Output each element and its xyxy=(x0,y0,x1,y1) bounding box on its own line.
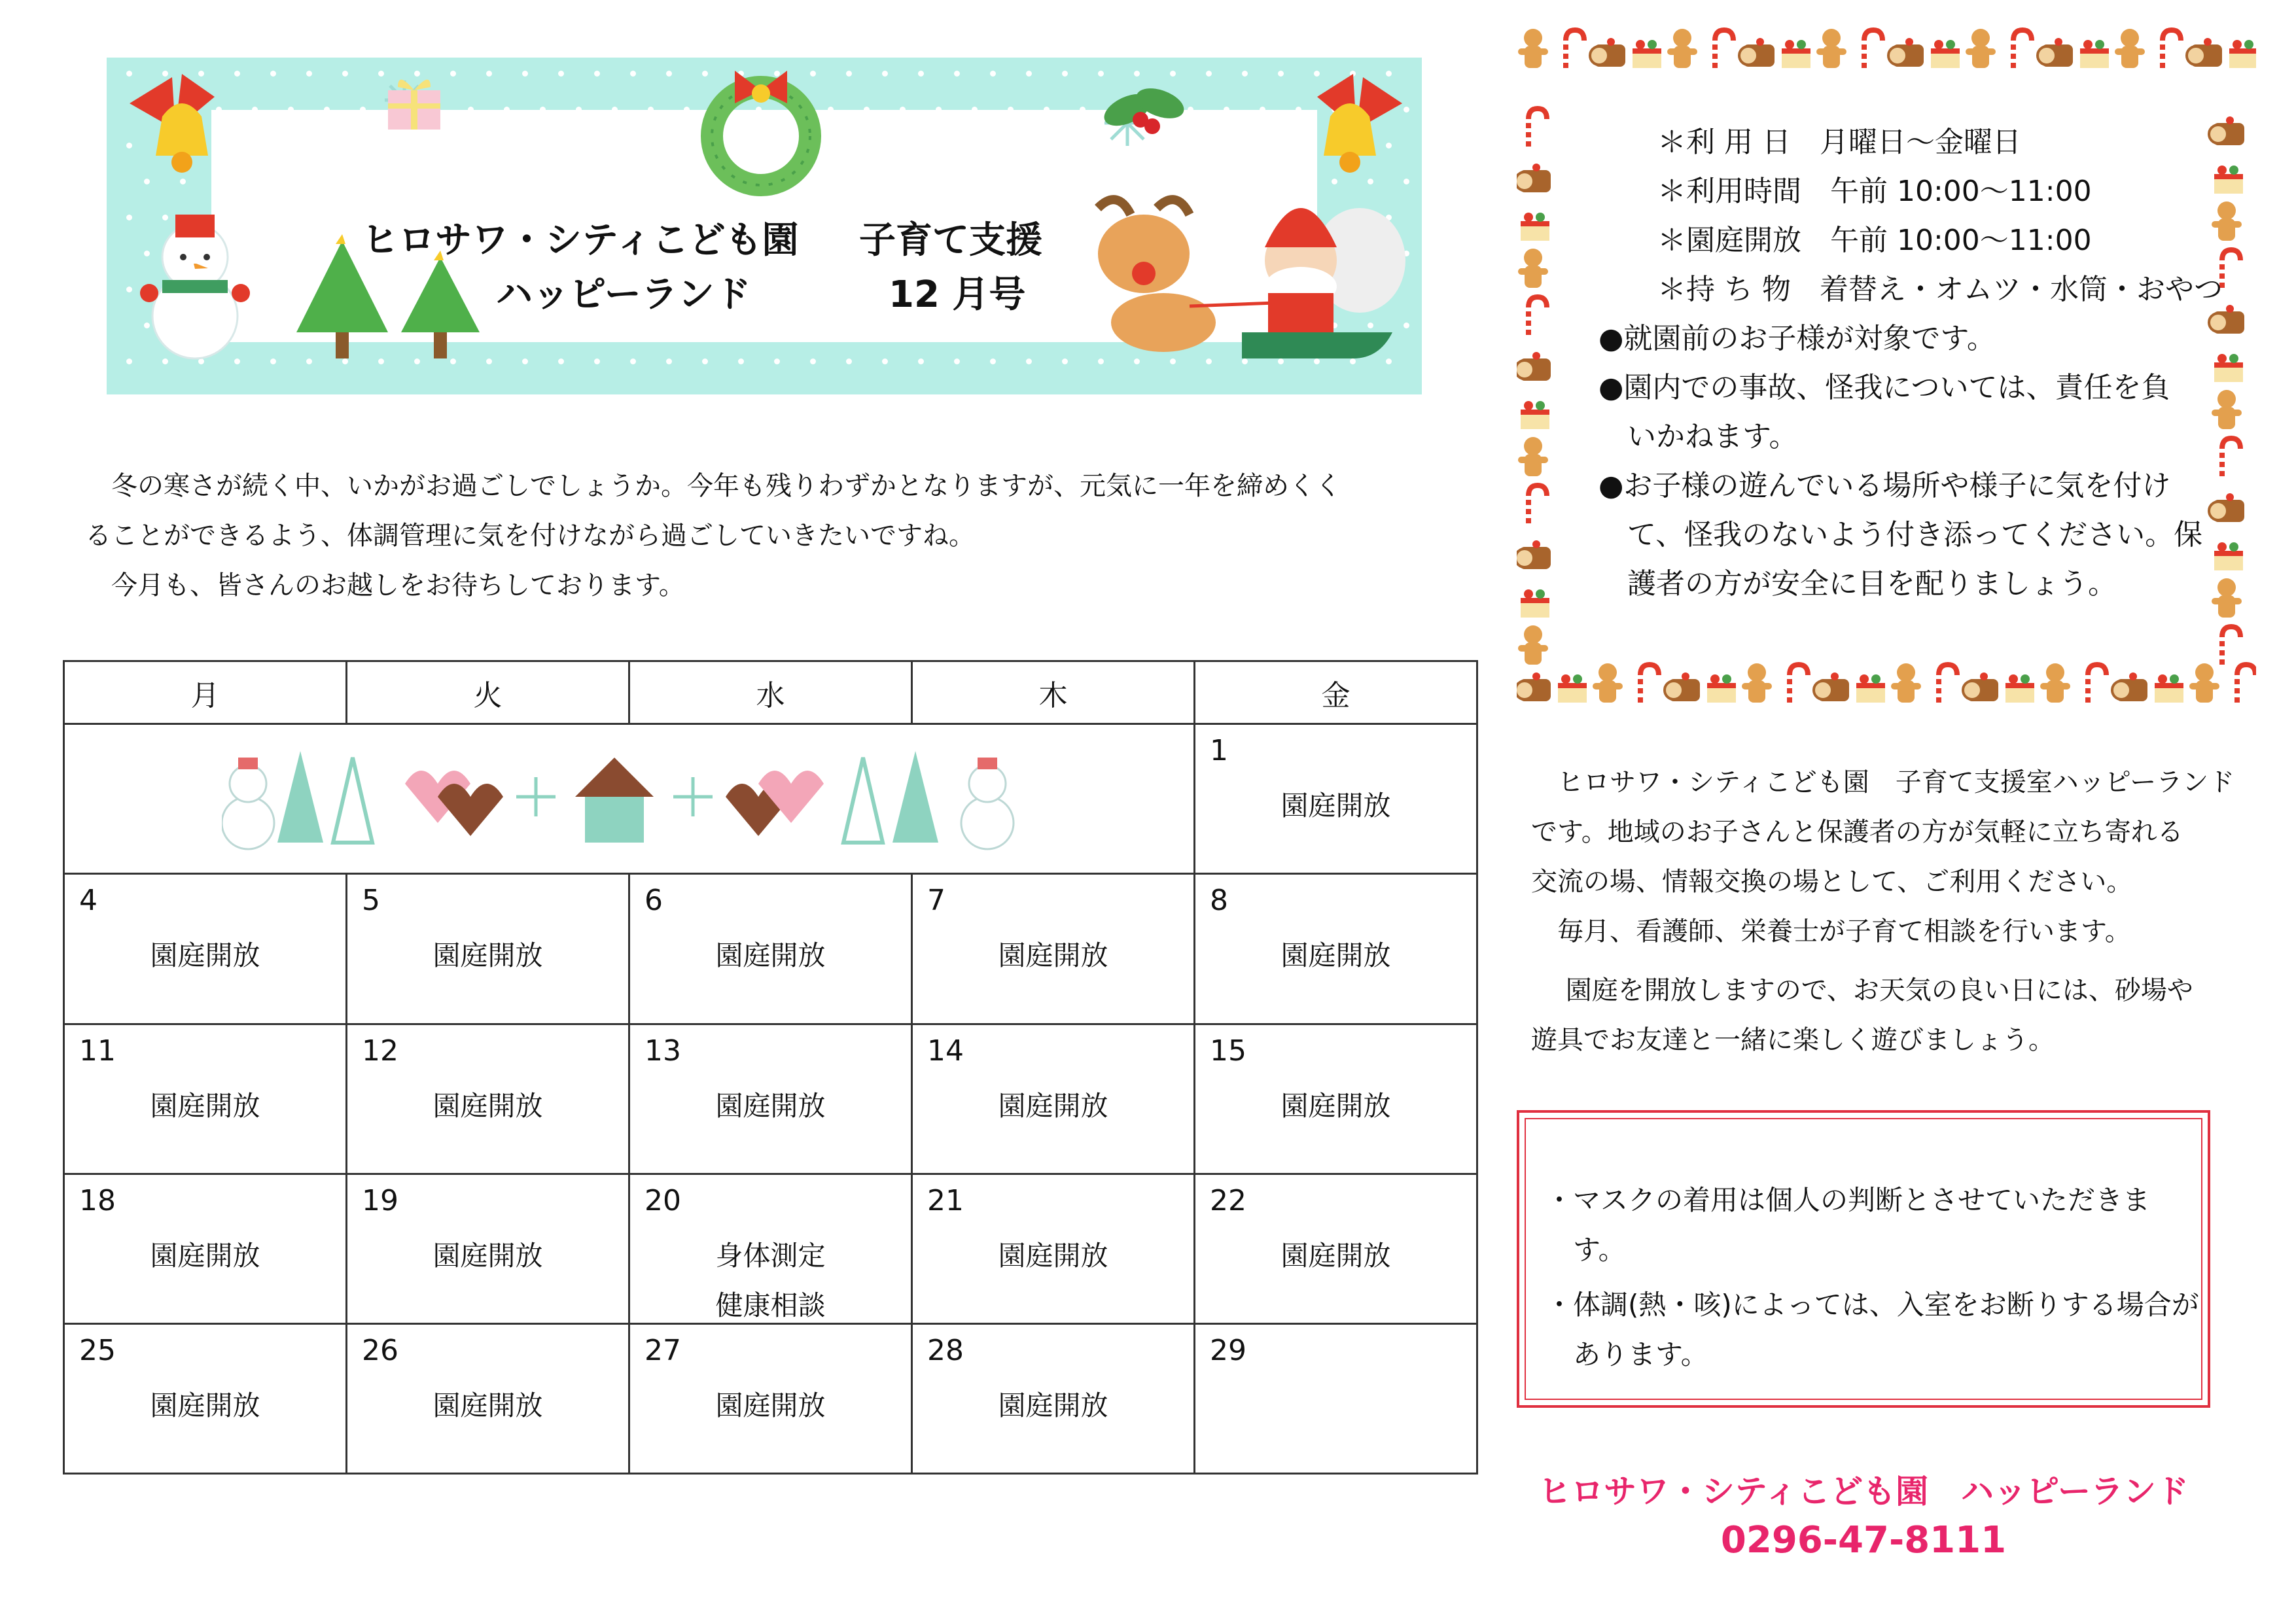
candy-cane-icon xyxy=(2088,665,2106,707)
banner-title-issue: 12 月号 xyxy=(889,273,1026,316)
day-events xyxy=(1195,931,1476,981)
intro-line-1: 冬の寒さが続く中、いかがお過ごしでしょうか。今年も残りわずかとなりますが、元気に一年を締めくく xyxy=(85,471,1341,501)
calendar-week-row xyxy=(64,874,1477,1024)
weekday-header: 水 xyxy=(629,661,912,724)
rule-line: ＊利 用 日 月曜日～金曜日 xyxy=(1657,126,2021,159)
strawberry-cake-icon xyxy=(1782,40,1810,68)
event-label: 園庭開放 xyxy=(150,1239,260,1272)
candy-cane-icon xyxy=(2013,30,2032,72)
calendar-table xyxy=(63,660,1478,1475)
candy-cane-icon xyxy=(1790,665,1808,707)
strawberry-cake-icon xyxy=(1931,40,1960,68)
day-number: 29 xyxy=(1210,1333,1246,1367)
strawberry-cake-icon xyxy=(2080,40,2109,68)
candy-cane-icon xyxy=(1939,665,1957,707)
rule-line: ●就園前のお子様が対象です。 xyxy=(1598,322,1996,355)
day-events xyxy=(913,1081,1193,1131)
snow-dot xyxy=(522,358,528,364)
event-label: 園庭開放 xyxy=(715,1389,826,1422)
snow-dot xyxy=(1026,71,1032,77)
roll-cake-icon xyxy=(1517,164,1551,192)
day-events xyxy=(913,931,1193,981)
weekday-header: 火 xyxy=(347,661,629,724)
event-label: 園庭開放 xyxy=(998,939,1108,972)
gingerbread-man-icon xyxy=(2212,390,2242,429)
day-number: 27 xyxy=(645,1333,681,1367)
day-number: 20 xyxy=(645,1183,681,1217)
roll-cake-icon xyxy=(2209,493,2244,522)
candy-cane-icon xyxy=(1528,297,1547,339)
notice-box xyxy=(1517,1110,2210,1408)
roll-cake-icon xyxy=(1665,672,1700,701)
snow-dot xyxy=(1062,71,1068,77)
candy-cane-icon xyxy=(1566,30,1584,72)
gingerbread-man-icon xyxy=(1816,29,1846,68)
snow-dot xyxy=(270,358,276,364)
snow-dot xyxy=(954,71,960,77)
event-label: 園庭開放 xyxy=(433,939,543,972)
gingerbread-man-icon xyxy=(1518,29,1548,68)
roll-cake-icon xyxy=(1517,540,1551,569)
strawberry-cake-icon xyxy=(1521,401,1549,429)
gingerbread-man-icon xyxy=(1966,29,1996,68)
day-number: 5 xyxy=(362,884,380,918)
snow-dot xyxy=(1188,107,1193,113)
day-cell xyxy=(912,1323,1195,1473)
candy-cane-icon xyxy=(1715,30,1733,72)
day-cell xyxy=(64,874,347,1024)
description-line: 遊具でお友達と一緒に楽しく遊びましょう。 xyxy=(1531,1025,2055,1055)
snow-dot xyxy=(126,287,132,292)
strawberry-cake-icon xyxy=(2214,166,2243,194)
description-line: 毎月、看護師、栄養士が子育て相談を行います。 xyxy=(1531,916,2131,947)
snow-dot xyxy=(666,358,672,364)
strawberry-cake-icon xyxy=(1856,674,1885,703)
gingerbread-man-icon xyxy=(2212,201,2242,241)
gingerbread-man-icon xyxy=(1667,29,1697,68)
roll-cake-icon xyxy=(2187,38,2222,67)
intro-line-2: ることができるよう、体調管理に気を付けながら過ごしていきたいですね。 xyxy=(85,521,975,551)
gingerbread-man-icon xyxy=(1518,437,1548,476)
header-banner xyxy=(107,58,1422,394)
day-events xyxy=(913,1381,1193,1431)
banner-title-facility: ヒロサワ・シティこども園 xyxy=(362,219,799,262)
snow-dot xyxy=(630,71,636,77)
snow-dot xyxy=(450,71,456,77)
snow-dot xyxy=(576,107,582,113)
day-cell xyxy=(629,1174,912,1323)
event-label: 健康相談 xyxy=(715,1289,826,1321)
day-number: 6 xyxy=(645,884,663,918)
day-events xyxy=(1195,1231,1476,1281)
day-cell xyxy=(912,1174,1195,1323)
candy-cane-icon xyxy=(2222,627,2240,669)
snow-dot xyxy=(828,107,834,113)
calendar-week-row xyxy=(64,1024,1477,1174)
day-cell xyxy=(1195,1174,1477,1323)
day-cell xyxy=(347,1323,629,1473)
snow-dot xyxy=(666,71,672,77)
day-cell xyxy=(1195,1323,1477,1473)
day-cell xyxy=(629,1323,912,1473)
snow-dot xyxy=(1278,71,1284,77)
notice-line: ・体調(熱・咳)によっては、入室をお断りする場合が xyxy=(1545,1289,2199,1321)
day-cell xyxy=(912,1024,1195,1174)
gingerbread-man-icon xyxy=(1742,663,1772,703)
snow-dot xyxy=(936,107,942,113)
footer-phone-number: 0296-47-8111 xyxy=(1720,1519,2007,1562)
snow-dot xyxy=(972,107,978,113)
strawberry-cake-icon xyxy=(2005,674,2034,703)
candy-cane-icon xyxy=(1640,665,1659,707)
roll-cake-icon xyxy=(1590,38,1625,67)
bell-ribbon-left-icon xyxy=(110,58,241,208)
event-label: 園庭開放 xyxy=(998,1089,1108,1122)
day-number: 8 xyxy=(1210,884,1228,918)
gingerbread-man-icon xyxy=(1593,663,1623,703)
event-label: 園庭開放 xyxy=(150,1389,260,1422)
gingerbread-man-icon xyxy=(2115,29,2145,68)
banner-title-support: 子育て支援 xyxy=(859,219,1042,262)
snow-dot xyxy=(1080,107,1086,113)
snow-dot xyxy=(1242,71,1248,77)
rule-line: ●お子様の遊んでいる場所や様子に気を付け xyxy=(1598,469,2171,502)
snow-dot xyxy=(684,107,690,113)
notice-line: ・マスクの着用は個人の判断とさせていただきま xyxy=(1545,1184,2151,1216)
snow-dot xyxy=(1422,287,1428,292)
candy-cane-icon xyxy=(2222,438,2240,480)
snow-dot xyxy=(558,358,564,364)
snow-dot xyxy=(360,107,366,113)
snow-dot xyxy=(1062,358,1068,364)
snow-dot xyxy=(702,358,708,364)
day-number: 11 xyxy=(79,1034,116,1068)
snow-dot xyxy=(774,358,780,364)
day-events xyxy=(65,1231,345,1281)
day-number: 18 xyxy=(79,1183,116,1217)
snow-dot xyxy=(468,107,474,113)
snow-dot xyxy=(324,107,330,113)
snow-dot xyxy=(900,107,906,113)
candy-cane-icon xyxy=(1528,109,1547,150)
gingerbread-man-icon xyxy=(2040,663,2070,703)
day-number: 22 xyxy=(1210,1183,1246,1217)
snow-dot xyxy=(864,107,870,113)
event-label: 園庭開放 xyxy=(1280,1089,1391,1122)
snow-dot xyxy=(126,358,132,364)
day-events xyxy=(347,931,628,981)
day-events xyxy=(65,1081,345,1131)
snow-dot xyxy=(522,71,528,77)
event-label: 園庭開放 xyxy=(1280,1239,1391,1272)
day-number: 19 xyxy=(362,1183,398,1217)
strawberry-cake-icon xyxy=(1633,40,1661,68)
day-number: 1 xyxy=(1210,734,1228,768)
notice-line: あります。 xyxy=(1545,1338,1708,1370)
snow-dot xyxy=(1224,107,1229,113)
day-events xyxy=(630,931,911,981)
snow-dot xyxy=(846,71,852,77)
event-label: 身体測定 xyxy=(715,1239,826,1272)
day-events xyxy=(1195,1081,1476,1131)
day-number: 13 xyxy=(645,1034,681,1068)
rule-line: ●園内での事故、怪我については、責任を負 xyxy=(1598,371,2170,404)
gingerbread-man-icon xyxy=(1518,625,1548,665)
event-label: 園庭開放 xyxy=(150,939,260,972)
decoration-cell xyxy=(64,724,1195,874)
gingerbread-man-icon xyxy=(2189,663,2219,703)
snow-dot xyxy=(1206,71,1212,77)
footer-facility-name: ヒロサワ・シティこども園 ハッピーランド xyxy=(1538,1473,2189,1510)
snow-dot xyxy=(1008,107,1014,113)
day-cell xyxy=(64,1024,347,1174)
day-cell xyxy=(912,874,1195,1024)
strawberry-cake-icon xyxy=(2214,542,2243,570)
weekday-header: 金 xyxy=(1195,661,1477,724)
day-cell xyxy=(347,1024,629,1174)
strawberry-cake-icon xyxy=(1707,674,1736,703)
day-events xyxy=(65,931,345,981)
snow-dot xyxy=(1260,107,1265,113)
snow-dot xyxy=(288,107,294,113)
event-label: 園庭開放 xyxy=(433,1239,543,1272)
snow-dot xyxy=(1422,143,1428,148)
roll-cake-icon xyxy=(1888,38,1924,67)
usage-rules-box xyxy=(1517,26,2256,713)
gingerbread-man-icon xyxy=(1891,663,1921,703)
day-cell xyxy=(1195,724,1477,874)
description-line: 園庭を開放しますので、お天気の良い日には、砂場や xyxy=(1531,975,2193,1005)
weekday-header: 月 xyxy=(64,661,347,724)
roll-cake-icon xyxy=(1814,672,1849,701)
day-events xyxy=(913,1231,1193,1281)
day-events xyxy=(347,1231,628,1281)
calendar-header-row xyxy=(64,661,1477,724)
snow-dot xyxy=(270,71,276,77)
day-cell xyxy=(347,1174,629,1323)
event-label: 園庭開放 xyxy=(1280,939,1391,972)
event-label: 園庭開放 xyxy=(715,1089,826,1122)
snow-dot xyxy=(882,71,888,77)
snow-dot xyxy=(594,71,600,77)
snow-dot xyxy=(918,71,924,77)
snow-dot xyxy=(540,107,546,113)
snow-dot xyxy=(648,107,654,113)
roll-cake-icon xyxy=(2112,672,2147,701)
rule-line: ＊持 ち 物 着替え・オムツ・水筒・おやつ xyxy=(1657,273,2223,306)
candy-cane-icon xyxy=(2237,665,2255,707)
day-events xyxy=(630,1231,911,1331)
event-label: 園庭開放 xyxy=(998,1239,1108,1272)
event-label: 園庭開放 xyxy=(715,939,826,972)
roll-cake-icon xyxy=(1963,672,1998,701)
calendar-week-row xyxy=(64,1323,1477,1473)
snow-dot xyxy=(504,107,510,113)
day-cell xyxy=(64,1323,347,1473)
day-events xyxy=(630,1081,911,1131)
snow-dot xyxy=(1422,358,1428,364)
day-number: 26 xyxy=(362,1333,398,1367)
day-number: 25 xyxy=(79,1333,116,1367)
event-label: 園庭開放 xyxy=(433,1389,543,1422)
snow-dot xyxy=(1422,71,1428,77)
gift-box-icon xyxy=(381,64,447,136)
christmas-wreath-icon xyxy=(696,64,826,201)
day-cell xyxy=(64,1174,347,1323)
roll-cake-icon xyxy=(1739,38,1775,67)
description-line: 交流の場、情報交換の場として、ご利用ください。 xyxy=(1531,867,2133,897)
event-label: 園庭開放 xyxy=(150,1089,260,1122)
snow-dot xyxy=(594,358,600,364)
strawberry-cake-icon xyxy=(1521,213,1549,241)
rule-line: て、怪我のないよう付き添ってください。保 xyxy=(1598,518,2203,551)
roll-cake-icon xyxy=(2209,116,2244,145)
roll-cake-icon xyxy=(2038,38,2073,67)
candy-cane-icon xyxy=(1528,485,1547,527)
snow-dot xyxy=(846,358,852,364)
day-number: 12 xyxy=(362,1034,398,1068)
snow-dot xyxy=(342,71,348,77)
strawberry-cake-icon xyxy=(2229,40,2256,68)
snow-dot xyxy=(1422,215,1428,220)
snow-dot xyxy=(990,71,996,77)
winter-ornament-strip-icon xyxy=(222,744,1072,862)
event-label: 園庭開放 xyxy=(1280,790,1391,822)
day-cell xyxy=(1195,874,1477,1024)
gingerbread-man-icon xyxy=(2212,578,2242,618)
strawberry-cake-icon xyxy=(2214,354,2243,382)
strawberry-cake-icon xyxy=(1521,589,1549,618)
gingerbread-man-icon xyxy=(1518,249,1548,288)
day-number: 14 xyxy=(927,1034,964,1068)
strawberry-cake-icon xyxy=(1558,674,1587,703)
day-number: 4 xyxy=(79,884,97,918)
strawberry-cake-icon xyxy=(2155,674,2183,703)
snow-dot xyxy=(1044,107,1050,113)
rule-line: ＊園庭開放 午前 10:00～11:00 xyxy=(1657,224,2092,257)
snow-dot xyxy=(738,358,744,364)
intro-line-3: 今月も、皆さんのお越しをお待ちしております。 xyxy=(85,570,685,601)
event-label: 園庭開放 xyxy=(433,1089,543,1122)
roll-cake-icon xyxy=(1517,352,1551,381)
calendar-week-row xyxy=(64,724,1477,874)
notice-line: す。 xyxy=(1545,1234,1626,1266)
day-number: 21 xyxy=(927,1183,964,1217)
day-cell xyxy=(629,874,912,1024)
snow-dot xyxy=(630,358,636,364)
day-cell xyxy=(1195,1024,1477,1174)
rule-line: 護者の方が安全に目を配りましょう。 xyxy=(1598,567,2117,601)
snow-dot xyxy=(486,71,492,77)
description-line: です。地域のお子さんと保護者の方が気軽に立ち寄れる xyxy=(1531,817,2183,847)
rule-line: ＊利用時間 午前 10:00～11:00 xyxy=(1657,175,2092,208)
snow-dot xyxy=(612,107,618,113)
day-cell xyxy=(347,874,629,1024)
snow-dot xyxy=(558,71,564,77)
banner-title-program: ハッピーランド xyxy=(496,273,751,316)
day-events xyxy=(347,1081,628,1131)
snow-dot xyxy=(252,107,258,113)
snow-dot xyxy=(954,358,960,364)
description-line: ヒロサワ・シティこども園 子育て支援室ハッピーランド xyxy=(1531,767,2235,797)
calendar-week-row xyxy=(64,1174,1477,1323)
day-events xyxy=(1195,781,1476,831)
snowman-icon xyxy=(136,201,254,365)
weekday-header: 木 xyxy=(912,661,1195,724)
day-cell xyxy=(629,1024,912,1174)
day-events xyxy=(347,1381,628,1431)
snow-dot xyxy=(918,358,924,364)
day-number: 7 xyxy=(927,884,945,918)
snow-dot xyxy=(1026,358,1032,364)
day-number: 28 xyxy=(927,1333,964,1367)
santa-reindeer-sleigh-icon xyxy=(1072,182,1412,365)
snow-dot xyxy=(990,358,996,364)
roll-cake-icon xyxy=(1517,672,1551,701)
snow-dot xyxy=(126,215,132,220)
snow-dot xyxy=(882,358,888,364)
snow-dot xyxy=(306,71,312,77)
rule-line: いかねます。 xyxy=(1598,420,1798,453)
candy-cane-icon xyxy=(2163,30,2181,72)
holly-icon xyxy=(1101,71,1186,143)
day-events xyxy=(65,1381,345,1431)
day-number: 15 xyxy=(1210,1034,1246,1068)
snow-dot xyxy=(810,358,816,364)
candy-cane-icon xyxy=(2222,250,2240,292)
day-events xyxy=(630,1381,911,1431)
event-label: 園庭開放 xyxy=(998,1389,1108,1422)
candy-cane-icon xyxy=(1864,30,1882,72)
